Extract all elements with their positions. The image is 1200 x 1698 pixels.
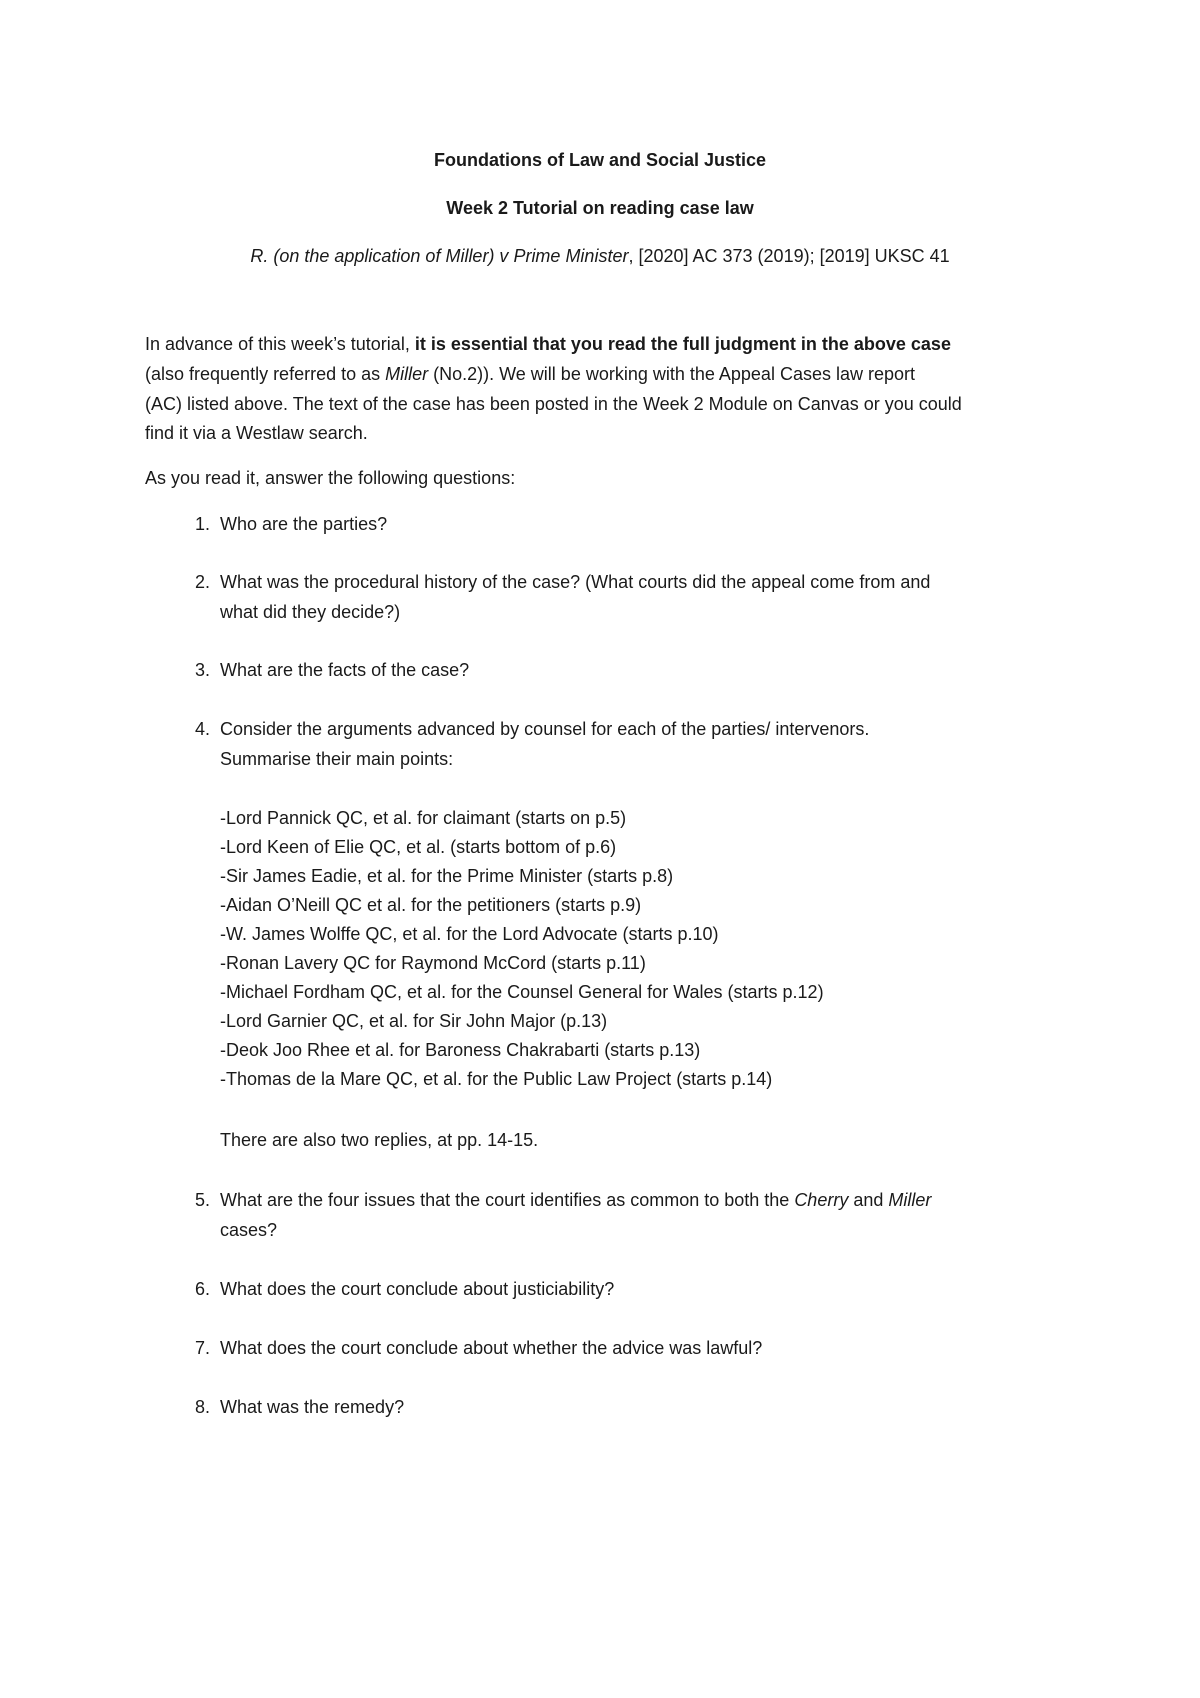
counsel-item: -Michael Fordham QC, et al. for the Counsel General for Wales (starts p.12) — [220, 982, 824, 1002]
question-number: 8. — [194, 1397, 210, 1417]
question-text-part: and — [848, 1190, 889, 1210]
question-text: Summarise their main points: — [220, 749, 454, 769]
intro-line-2 — [145, 362, 915, 386]
question-number: 1. — [194, 514, 210, 534]
question-number: 2. — [194, 572, 210, 592]
intro-line-3: (AC) listed above. The text of the case has been posted in the Week 2 Module on Canvas or you could — [145, 394, 962, 414]
intro-text: (No.2)). We will be working with the Appeal Cases law report — [428, 364, 915, 384]
counsel-item: -Lord Garnier QC, et al. for Sir John Major (p.13) — [220, 1011, 608, 1031]
replies-note: There are also two replies, at pp. 14-15. — [220, 1130, 539, 1150]
question-number: 7. — [194, 1338, 210, 1358]
question-number: 6. — [194, 1279, 210, 1299]
intro-line-4: find it via a Westlaw search. — [145, 423, 368, 443]
instruction-text: As you read it, answer the following questions: — [145, 468, 516, 488]
question-text: What was the remedy? — [220, 1397, 405, 1417]
tutorial-title: Week 2 Tutorial on reading case law — [446, 198, 754, 218]
question-text: Who are the parties? — [220, 514, 388, 534]
question-text: What was the procedural history of the case? (What courts did the appeal come from and — [220, 572, 931, 592]
question-text — [220, 1188, 931, 1212]
counsel-item: -Lord Pannick QC, et al. for claimant (starts on p.5) — [220, 808, 627, 828]
question-text: What does the court conclude about whether the advice was lawful? — [220, 1338, 763, 1358]
counsel-item: -Ronan Lavery QC for Raymond McCord (starts p.11) — [220, 953, 646, 973]
case-reference: , [2020] AC 373 (2019); [2019] UKSC 41 — [628, 246, 950, 266]
case-name: R. (on the application of Miller) v Prime Minister — [250, 246, 629, 266]
intro-text: (also frequently referred to as — [145, 364, 386, 384]
question-text-part: What are the four issues that the court identifies as common to both the — [220, 1190, 795, 1210]
question-number: 5. — [194, 1190, 210, 1210]
case-name: Cherry — [794, 1190, 849, 1210]
case-citation — [0, 244, 1200, 268]
intro-text: In advance of this week’s tutorial, — [145, 334, 415, 354]
intro-line-1 — [145, 332, 951, 356]
question-text: what did they decide?) — [220, 602, 401, 622]
question-text: cases? — [220, 1220, 278, 1240]
intro-case-name: Miller — [385, 364, 429, 384]
counsel-item: -W. James Wolffe QC, et al. for the Lord Advocate (starts p.10) — [220, 924, 719, 944]
course-title: Foundations of Law and Social Justice — [433, 150, 767, 170]
intro-emphasis: it is essential that you read the full judgment in the above case — [414, 334, 951, 354]
counsel-item: -Thomas de la Mare QC, et al. for the Public Law Project (starts p.14) — [220, 1069, 773, 1089]
question-number: 4. — [194, 719, 210, 739]
counsel-item: -Sir James Eadie, et al. for the Prime Minister (starts p.8) — [220, 866, 674, 886]
question-text: What does the court conclude about justiciability? — [220, 1279, 615, 1299]
question-text: What are the facts of the case? — [220, 660, 470, 680]
counsel-item: -Deok Joo Rhee et al. for Baroness Chakrabarti (starts p.13) — [220, 1040, 701, 1060]
counsel-item: -Lord Keen of Elie QC, et al. (starts bottom of p.6) — [220, 837, 617, 857]
question-text: Consider the arguments advanced by counsel for each of the parties/ intervenors. — [220, 719, 870, 739]
counsel-item: -Aidan O’Neill QC et al. for the petitioners (starts p.9) — [220, 895, 642, 915]
question-number: 3. — [194, 660, 210, 680]
case-name: Miller — [888, 1190, 932, 1210]
